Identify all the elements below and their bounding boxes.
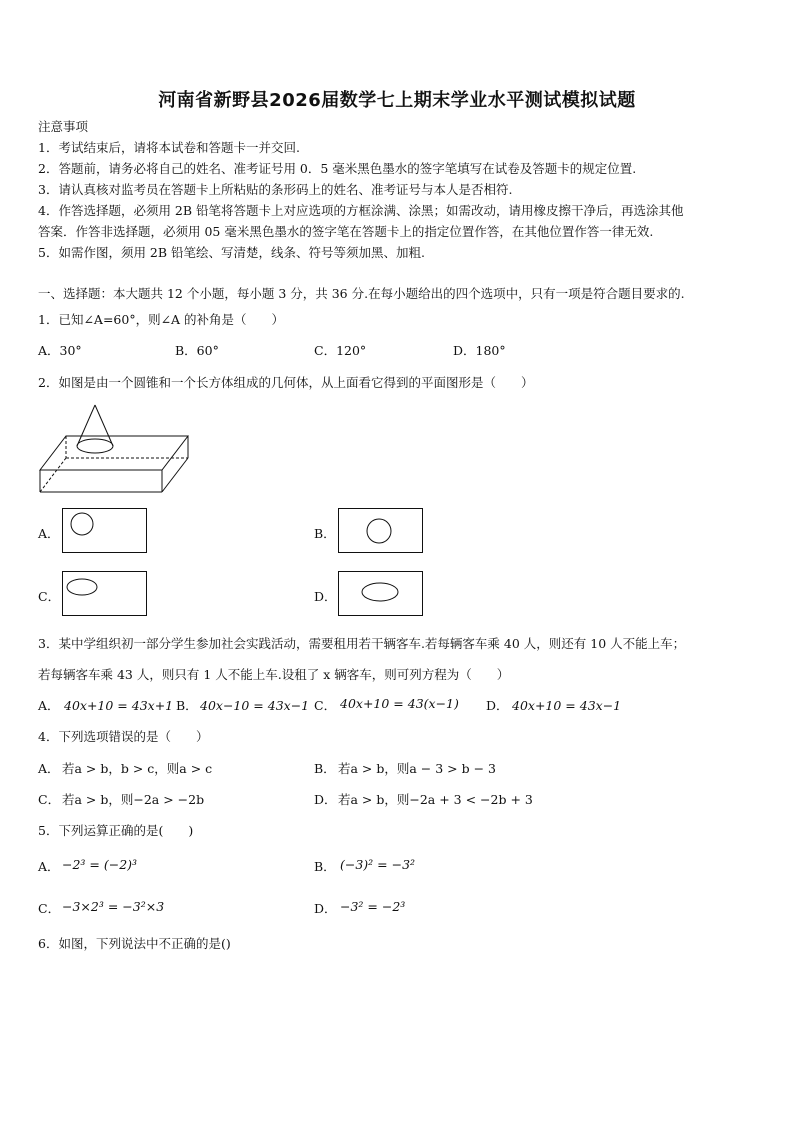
q1-option-a: A．30° (38, 343, 82, 358)
q2-option-c-label: C． (38, 589, 61, 604)
q2-option-d-label: D． (314, 589, 337, 604)
notice-item-4-cont: 答案．作答非选择题，必须用 05 毫米黑色墨水的签字笔在答题卡上的指定位置作答，在其他位置作答一律无效. (38, 224, 654, 239)
q5-option-d-expr: −3² = −2³ (340, 899, 406, 914)
section-heading: 一、选择题：本大题共 12 个小题，每小题 3 分，共 36 分.在每小题给出的四个选项中，只有一项是符合题目要求的. (38, 286, 685, 301)
q1-option-b: B．60° (175, 343, 219, 358)
q3-option-d-expr: 40x+10 = 43x−1 (512, 698, 622, 713)
q1-option-d: D．180° (453, 343, 506, 358)
solid-figure (38, 404, 190, 496)
q3-stem-line1: 3．某中学组织初一部分学生参加社会实践活动，需要租用若干辆客车.若每辆客车乘 40 人，则还有 10 人不能上车； (38, 636, 686, 651)
notice-heading: 注意事项 (38, 119, 89, 134)
q2-option-b-label: B． (314, 526, 336, 541)
notice-item-2: 2．答题前，请务必将自己的姓名、准考证号用 0．5 毫米黑色墨水的签字笔填写在试卷及答题卡的规定位置. (38, 161, 637, 176)
notice-item-5: 5．如需作图，须用 2B 铅笔绘、写清楚，线条、符号等须加黑、加粗. (38, 245, 426, 260)
q3-option-a-label: A． (38, 698, 60, 713)
q4-option-c-expr: 若a > b，则−2a > −2b (62, 792, 205, 807)
q3-stem-line2: 若每辆客车乘 43 人，则只有 1 人不能上车.设租了 x 辆客车，则可列方程为（ ） (38, 667, 510, 682)
q2-option-c-figure (62, 571, 148, 617)
q5-option-a-expr: −2³ = (−2)³ (62, 857, 138, 872)
notice-item-1: 1．考试结束后，请将本试卷和答题卡一并交回. (38, 140, 300, 155)
q5-stem: 5．下列运算正确的是( ) (38, 823, 194, 838)
q2-option-a-figure (62, 508, 148, 554)
q4-option-d-label: D． (314, 792, 337, 807)
q2-stem: 2．如图是由一个圆锥和一个长方体组成的几何体，从上面看它得到的平面图形是（ ） (38, 375, 534, 390)
q3-option-c-label: C． (314, 698, 337, 713)
q3-option-b-label: B． (176, 698, 198, 713)
q1-option-c: C．120° (314, 343, 367, 358)
q4-option-b-expr: 若a > b，则a − 3 > b − 3 (338, 761, 496, 776)
q5-option-c-expr: −3×2³ = −3²×3 (62, 899, 165, 914)
q4-option-a-expr: 若a > b，b > c，则a > c (62, 761, 213, 776)
q5-option-b-expr: (−3)² = −3² (340, 857, 416, 872)
q3-option-a-expr: 40x+10 = 43x+1 (64, 698, 174, 713)
q3-option-c-expr: 40x+10 = 43(x−1) (340, 696, 459, 711)
q2-option-b-figure (338, 508, 424, 554)
q1-stem: 1．已知∠A=60°，则∠A 的补角是（ ） (38, 312, 285, 327)
q5-option-a-label: A． (38, 859, 60, 874)
q5-option-c-label: C． (38, 901, 61, 916)
q3-option-b-expr: 40x−10 = 43x−1 (200, 698, 310, 713)
q6-stem: 6．如图，下列说法中不正确的是() (38, 936, 231, 951)
q4-option-d-expr: 若a > b，则−2a + 3 < −2b + 3 (338, 792, 533, 807)
page-title: 河南省新野县2026届数学七上期末学业水平测试模拟试题 (158, 90, 636, 111)
notice-item-4: 4．作答选择题，必须用 2B 铅笔将答题卡上对应选项的方框涂满、涂黑；如需改动，请用橡皮擦干净后，再选涂其他 (38, 203, 684, 218)
q3-option-d-label: D． (486, 698, 509, 713)
q5-option-b-label: B． (314, 859, 336, 874)
q4-option-a-label: A． (38, 761, 60, 776)
q4-option-b-label: B． (314, 761, 336, 776)
q2-option-a-label: A． (38, 526, 60, 541)
q2-option-d-figure (338, 571, 424, 617)
q4-stem: 4．下列选项错误的是（ ） (38, 729, 209, 744)
q5-option-d-label: D． (314, 901, 337, 916)
q4-option-c-label: C． (38, 792, 61, 807)
notice-item-3: 3．请认真核对监考员在答题卡上所粘贴的条形码上的姓名、准考证号与本人是否相符. (38, 182, 513, 197)
